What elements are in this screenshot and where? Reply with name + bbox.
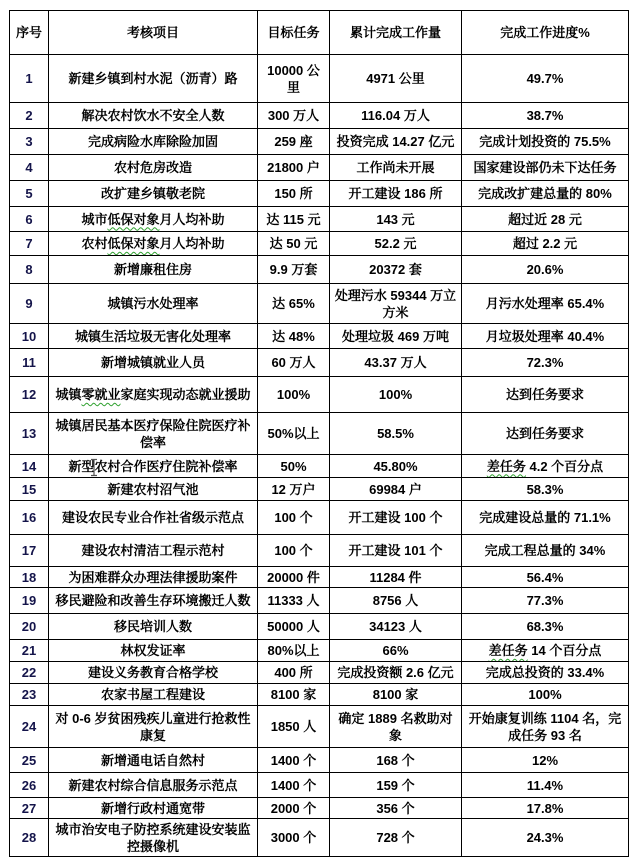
cell-index[interactable]: 23	[10, 684, 49, 706]
col-header-index[interactable]: 序号	[10, 11, 49, 55]
cell-text: 达到任务要求	[505, 426, 584, 441]
cell-project[interactable]	[49, 181, 258, 207]
cell-text: 城镇	[55, 387, 82, 402]
cell-project[interactable]	[49, 501, 258, 535]
cell-progress[interactable]	[462, 588, 629, 614]
cell-project[interactable]	[49, 55, 258, 103]
cell-text: 完成建设总量的 71.1%	[479, 510, 611, 525]
cell-text: 月人均补助	[159, 236, 225, 251]
cell-progress[interactable]	[462, 103, 629, 129]
table-row	[10, 501, 629, 535]
text-i-beam-cursor	[89, 458, 99, 477]
cell-target[interactable]: 100 个	[258, 501, 330, 535]
table-row	[10, 349, 629, 377]
cell-project[interactable]	[49, 256, 258, 284]
cell-project[interactable]	[49, 640, 258, 662]
cell-text: 14 个百分点	[527, 643, 602, 658]
cell-text: 新建农村沼气池	[107, 481, 199, 497]
cell-index[interactable]: 18	[10, 567, 49, 588]
cell-text: 农村危房改造	[113, 160, 192, 175]
cell-text: 77.3%	[526, 593, 564, 608]
cell-text: 达到任务要求	[505, 387, 584, 402]
cell-target[interactable]: 12 万户	[258, 478, 330, 501]
cell-index[interactable]: 22	[10, 662, 49, 684]
spellcheck-squiggle-text: 低保对象	[107, 236, 160, 251]
cell-text: 建设农民专业合作社省级示范点	[61, 510, 244, 525]
cell-text: 建设义务教育合格学校	[87, 665, 218, 680]
cell-index[interactable]: 26	[10, 773, 49, 798]
cell-index[interactable]: 27	[10, 798, 49, 819]
cell-index[interactable]: 17	[10, 535, 49, 567]
table-row	[10, 207, 629, 232]
cell-index[interactable]: 8	[10, 256, 49, 284]
cell-index[interactable]: 1	[10, 55, 49, 103]
table-row	[10, 455, 629, 478]
table-row	[10, 324, 629, 349]
cell-completed[interactable]: 开工建设 100 个	[330, 501, 462, 535]
table-row	[10, 478, 629, 501]
cell-completed[interactable]: 45.80%	[330, 455, 462, 478]
table-row	[10, 640, 629, 662]
cell-completed[interactable]: 100%	[330, 377, 462, 413]
cell-project[interactable]	[49, 155, 258, 181]
cell-progress[interactable]	[462, 413, 629, 455]
cell-text: 完成总投资的 33.4%	[485, 665, 605, 680]
cell-progress[interactable]	[462, 377, 629, 413]
cell-text: 完成工程总量的 34%	[484, 543, 606, 558]
cell-text: 为困难群众办理法律援助案件	[68, 569, 238, 585]
cell-text: 完成改扩建总量的 80%	[478, 186, 612, 201]
cell-progress[interactable]	[462, 798, 629, 819]
cell-completed[interactable]: 8756 人	[330, 588, 462, 614]
table-row	[10, 413, 629, 455]
cell-completed[interactable]: 728 个	[330, 819, 462, 857]
table-row	[10, 662, 629, 684]
cell-text: 56.4%	[526, 569, 564, 585]
cell-text: 完成病险水库除险加固	[87, 134, 218, 149]
cell-progress[interactable]	[462, 181, 629, 207]
cell-text: 开始康复训练 1104 名，完成任务 93 名	[468, 710, 622, 743]
cell-index[interactable]: 10	[10, 324, 49, 349]
cell-progress[interactable]	[462, 567, 629, 588]
cell-target[interactable]: 150 所	[258, 181, 330, 207]
cell-project[interactable]	[49, 748, 258, 773]
spellcheck-squiggle-text: 差任务	[488, 643, 528, 658]
cell-project[interactable]	[49, 478, 258, 501]
cell-index[interactable]: 3	[10, 129, 49, 155]
table-row	[10, 748, 629, 773]
cell-completed[interactable]: 完成投资额 2.6 亿元	[330, 662, 462, 684]
cell-text: 月垃圾处理率 40.4%	[485, 328, 605, 344]
cell-target[interactable]: 50%以上	[258, 413, 330, 455]
cell-target[interactable]: 400 所	[258, 662, 330, 684]
cell-text: 11.4%	[526, 777, 564, 793]
table-row	[10, 614, 629, 640]
cell-text: 城镇居民基本医疗保险住院医疗补偿率	[55, 417, 251, 450]
cell-progress[interactable]	[462, 748, 629, 773]
table-row	[10, 232, 629, 256]
cell-project[interactable]	[49, 706, 258, 748]
cell-target[interactable]: 1850 人	[258, 706, 330, 748]
cell-completed[interactable]: 66%	[330, 640, 462, 662]
cell-progress[interactable]	[462, 256, 629, 284]
col-header-completed[interactable]: 累计完成工作量	[330, 11, 462, 55]
cell-progress[interactable]	[462, 684, 629, 706]
cell-progress[interactable]	[462, 155, 629, 181]
cell-text: 解决农村饮水不安全人数	[81, 108, 225, 123]
cell-text: 改扩建乡镇敬老院	[100, 186, 205, 201]
table-row	[10, 377, 629, 413]
cell-progress[interactable]	[462, 535, 629, 567]
cell-target[interactable]: 80%以上	[258, 640, 330, 662]
table-row	[10, 773, 629, 798]
cell-text: 家庭实现动态就业援助	[120, 387, 251, 402]
cell-completed[interactable]: 处理垃圾 469 万吨	[330, 324, 462, 349]
cell-progress[interactable]	[462, 55, 629, 103]
cell-completed[interactable]: 4971 公里	[330, 55, 462, 103]
cell-completed[interactable]: 69984 户	[330, 478, 462, 501]
cell-text: 新增通电话自然村	[100, 752, 205, 768]
cell-completed[interactable]: 处理污水 59344 万立方米	[330, 284, 462, 324]
cell-index[interactable]: 25	[10, 748, 49, 773]
table-row	[10, 103, 629, 129]
cell-project[interactable]	[49, 349, 258, 377]
cell-target[interactable]: 1400 个	[258, 748, 330, 773]
assessment-progress-table	[9, 10, 629, 857]
cell-project[interactable]	[49, 413, 258, 455]
cell-text: 68.3%	[526, 619, 564, 634]
cell-text: 城市治安电子防控系统建设安装监控摄像机	[55, 821, 251, 854]
cell-index[interactable]: 6	[10, 207, 49, 232]
cell-target[interactable]: 300 万人	[258, 103, 330, 129]
cell-target[interactable]: 100%	[258, 377, 330, 413]
cell-text: 林权发证率	[120, 643, 186, 658]
cell-index[interactable]: 7	[10, 232, 49, 256]
cell-progress[interactable]	[462, 614, 629, 640]
cell-completed[interactable]: 52.2 元	[330, 232, 462, 256]
cell-project[interactable]	[49, 103, 258, 129]
cell-project[interactable]	[49, 535, 258, 567]
cell-progress[interactable]	[462, 640, 629, 662]
cell-text: 38.7%	[526, 108, 564, 123]
cell-project[interactable]	[49, 232, 258, 256]
cell-target[interactable]: 达 65%	[258, 284, 330, 324]
cell-index[interactable]: 15	[10, 478, 49, 501]
table-row	[10, 129, 629, 155]
cell-progress[interactable]	[462, 819, 629, 857]
cell-text: 国家建设部仍未下达任务	[473, 160, 617, 175]
cell-text: 新增廉租住房	[113, 262, 192, 277]
cell-index[interactable]: 4	[10, 155, 49, 181]
cell-progress[interactable]	[462, 662, 629, 684]
cell-target[interactable]: 50000 人	[258, 614, 330, 640]
cell-target[interactable]: 达 48%	[258, 324, 330, 349]
cell-completed[interactable]: 20372 套	[330, 256, 462, 284]
table-row	[10, 567, 629, 588]
cell-text: 72.3%	[526, 355, 564, 370]
cell-index[interactable]: 11	[10, 349, 49, 377]
cell-completed[interactable]: 159 个	[330, 773, 462, 798]
cell-index[interactable]: 19	[10, 588, 49, 614]
cell-text: 城市	[81, 211, 108, 227]
cell-text: 24.3%	[526, 830, 564, 845]
cell-text: 建设农村清洁工程示范村	[81, 543, 225, 558]
cell-index[interactable]: 24	[10, 706, 49, 748]
cell-progress[interactable]	[462, 129, 629, 155]
col-header-progress[interactable]: 完成工作进度%	[462, 11, 629, 55]
cell-index[interactable]: 5	[10, 181, 49, 207]
cell-target[interactable]: 1400 个	[258, 773, 330, 798]
cell-index[interactable]: 2	[10, 103, 49, 129]
table-row	[10, 181, 629, 207]
cell-index[interactable]: 9	[10, 284, 49, 324]
cell-index[interactable]: 28	[10, 819, 49, 857]
cell-completed[interactable]: 58.5%	[330, 413, 462, 455]
cell-target[interactable]: 20000 件	[258, 567, 330, 588]
cell-text: 新建农村综合信息服务示范点	[68, 777, 238, 793]
spellcheck-squiggle-text: 差任务	[486, 458, 526, 474]
cell-project[interactable]	[49, 798, 258, 819]
cell-text: 完成计划投资的 75.5%	[479, 134, 611, 149]
cell-text: 12%	[531, 752, 559, 768]
cell-project[interactable]	[49, 129, 258, 155]
cell-completed[interactable]: 确定 1889 名救助对象	[330, 706, 462, 748]
cell-completed[interactable]: 168 个	[330, 748, 462, 773]
cell-completed[interactable]: 116.04 万人	[330, 103, 462, 129]
spellcheck-squiggle-text: 零就业	[81, 387, 121, 402]
table-header-row	[10, 11, 629, 55]
cell-text: 超过 2.2 元	[512, 236, 578, 251]
cell-text: 新型农村合作医疗住院补偿率	[68, 458, 238, 474]
cell-text: 城镇生活垃圾无害化处理率	[74, 328, 231, 344]
cell-text: 100%	[528, 687, 562, 702]
cell-text: 4.2 个百分点	[525, 458, 604, 474]
cell-text: 20.6%	[526, 262, 564, 277]
cell-target[interactable]: 259 座	[258, 129, 330, 155]
col-header-target[interactable]: 目标任务	[258, 11, 330, 55]
cell-text: 新增行政村通宽带	[100, 800, 205, 816]
cell-project[interactable]	[49, 455, 258, 478]
cell-progress[interactable]	[462, 501, 629, 535]
cell-target[interactable]: 100 个	[258, 535, 330, 567]
table-row	[10, 588, 629, 614]
cell-target[interactable]: 3000 个	[258, 819, 330, 857]
table-row	[10, 819, 629, 857]
cell-index[interactable]: 12	[10, 377, 49, 413]
cell-text: 月人均补助	[159, 211, 225, 227]
cell-progress[interactable]	[462, 455, 629, 478]
table-row	[10, 798, 629, 819]
cell-target[interactable]: 9.9 万套	[258, 256, 330, 284]
cell-completed[interactable]: 开工建设 101 个	[330, 535, 462, 567]
spellcheck-squiggle-text: 低保对象	[107, 211, 160, 227]
cell-target[interactable]: 达 50 元	[258, 232, 330, 256]
cell-completed[interactable]: 工作尚未开展	[330, 155, 462, 181]
cell-text: 城镇污水处理率	[107, 296, 199, 311]
cell-text: 移民避险和改善生存环境搬迁人数	[55, 593, 251, 608]
cell-progress[interactable]	[462, 706, 629, 748]
cell-project[interactable]	[49, 684, 258, 706]
cell-index[interactable]: 14	[10, 455, 49, 478]
cell-completed[interactable]: 143 元	[330, 207, 462, 232]
cell-text: 新增城镇就业人员	[100, 355, 205, 370]
cell-project[interactable]	[49, 614, 258, 640]
cell-text: 移民培训人数	[113, 619, 192, 634]
cell-text: 超过近 28 元	[508, 211, 582, 227]
cell-text: 49.7%	[526, 71, 564, 86]
cell-project[interactable]	[49, 284, 258, 324]
cell-target[interactable]: 达 115 元	[258, 207, 330, 232]
cell-index[interactable]: 21	[10, 640, 49, 662]
cell-completed[interactable]: 43.37 万人	[330, 349, 462, 377]
cell-progress[interactable]	[462, 232, 629, 256]
cell-completed[interactable]: 8100 家	[330, 684, 462, 706]
cell-target[interactable]: 10000 公里	[258, 55, 330, 103]
cell-project[interactable]	[49, 567, 258, 588]
cell-project[interactable]	[49, 324, 258, 349]
table-row	[10, 155, 629, 181]
table-row	[10, 706, 629, 748]
cell-target[interactable]: 2000 个	[258, 798, 330, 819]
cell-text: 58.3%	[526, 481, 564, 497]
cell-text: 月污水处理率 65.4%	[485, 296, 605, 311]
cell-text: 农家书屋工程建设	[100, 687, 205, 702]
cell-project[interactable]	[49, 662, 258, 684]
cell-progress[interactable]	[462, 324, 629, 349]
cell-progress[interactable]	[462, 349, 629, 377]
cell-completed[interactable]: 34123 人	[330, 614, 462, 640]
cell-project[interactable]	[49, 377, 258, 413]
cell-target[interactable]: 21800 户	[258, 155, 330, 181]
cell-target[interactable]: 50%	[258, 455, 330, 478]
cell-completed[interactable]: 投资完成 14.27 亿元	[330, 129, 462, 155]
cell-progress[interactable]	[462, 284, 629, 324]
table-row	[10, 55, 629, 103]
cell-project[interactable]	[49, 819, 258, 857]
table-row	[10, 684, 629, 706]
table-row	[10, 535, 629, 567]
cell-target[interactable]: 60 万人	[258, 349, 330, 377]
col-header-project[interactable]: 考核项目	[49, 11, 258, 55]
cell-text: 对 0-6 岁贫困残疾儿童进行抢救性康复	[55, 710, 251, 743]
cell-completed[interactable]: 开工建设 186 所	[330, 181, 462, 207]
table-row	[10, 284, 629, 324]
cell-text: 17.8%	[526, 800, 564, 816]
cell-text: 农村	[81, 236, 108, 251]
table-row	[10, 256, 629, 284]
cell-project[interactable]	[49, 773, 258, 798]
cell-completed[interactable]: 11284 件	[330, 567, 462, 588]
cell-progress[interactable]	[462, 773, 629, 798]
cell-index[interactable]: 13	[10, 413, 49, 455]
cell-progress[interactable]	[462, 478, 629, 501]
cell-target[interactable]: 11333 人	[258, 588, 330, 614]
cell-text: 新建乡镇到村水泥（沥青）路	[68, 71, 238, 86]
cell-index[interactable]: 16	[10, 501, 49, 535]
cell-target[interactable]: 8100 家	[258, 684, 330, 706]
cell-project[interactable]	[49, 207, 258, 232]
cell-index[interactable]: 20	[10, 614, 49, 640]
cell-progress[interactable]	[462, 207, 629, 232]
cell-project[interactable]	[49, 588, 258, 614]
cell-completed[interactable]: 356 个	[330, 798, 462, 819]
